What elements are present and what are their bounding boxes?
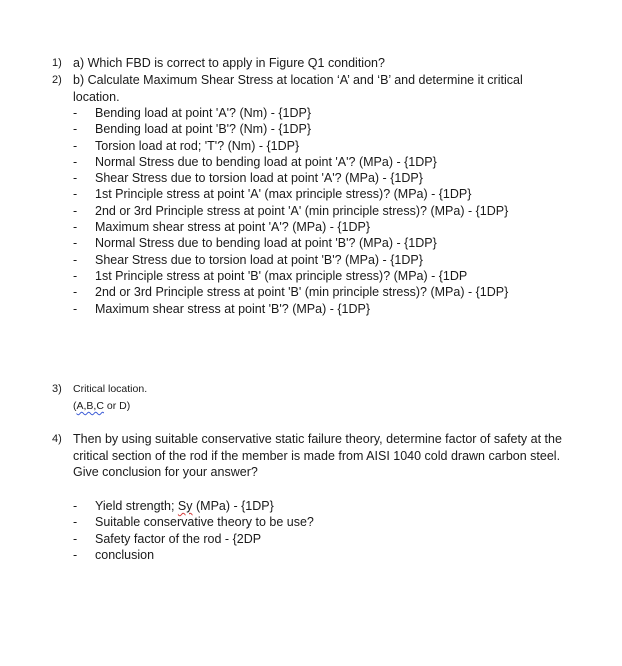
question-text: Critical location.: [73, 383, 148, 395]
list-item: - Suitable conservative theory to be use?: [73, 515, 314, 530]
question-number: 3): [52, 383, 62, 395]
dash-bullet: -: [73, 301, 78, 316]
list-item: - 2nd or 3rd Principle stress at point 'B' (min principle stress)? (MPa) - {1DP}: [73, 285, 509, 300]
list-item: - Normal Stress due to bending load at point 'A'? (MPa) - {1DP}: [73, 154, 437, 169]
question-2-subitems: [73, 105, 508, 317]
list-item: - Yield strength; Sy (MPa) - {1DP}: [73, 499, 274, 513]
list-item: - Shear Stress due to torsion load at point 'A'? (MPa) - {1DP}: [73, 171, 423, 186]
dash-bullet: -: [73, 499, 78, 513]
dash-bullet: -: [73, 268, 78, 283]
spellcheck-marked-text: A,B,C: [76, 400, 104, 412]
question-number: 2): [52, 74, 62, 86]
question-text: Then by using suitable conservative static failure theory, determine factor of safety at the critical section of the rod if the member is made from AISI 1040 cold drawn carbon steel. Give conclusion for your answer?: [73, 432, 562, 479]
dash-bullet: -: [73, 203, 78, 218]
question-text: a) Which FBD is correct to apply in Figure Q1 condition?: [73, 56, 385, 70]
list-item: - 2nd or 3rd Principle stress at point 'A' (min principle stress)? (MPa) - {1DP}: [73, 203, 509, 218]
question-4: [52, 431, 572, 481]
dash-bullet: -: [73, 531, 78, 546]
list-item: - Bending load at point 'A'? (Nm) - {1DP}: [73, 106, 312, 120]
question-2: [52, 72, 572, 105]
question-number: 1): [52, 57, 62, 69]
list-item: - 1st Principle stress at point 'B' (max principle stress)? (MPa) - {1DP: [73, 268, 468, 283]
dash-bullet: -: [73, 171, 78, 186]
dash-bullet: -: [73, 252, 78, 267]
dash-bullet: -: [73, 154, 78, 169]
dash-bullet: -: [73, 138, 78, 153]
list-item: - Normal Stress due to bending load at point 'B'? (MPa) - {1DP}: [73, 236, 437, 251]
list-item: - Maximum shear stress at point 'B'? (MPa) - {1DP}: [73, 301, 371, 316]
dash-bullet: -: [73, 547, 78, 562]
question-1: [52, 55, 572, 72]
spellcheck-marked-text: Sy: [177, 499, 193, 513]
question-number: 4): [52, 433, 62, 445]
question-3: [52, 381, 572, 415]
question-text: b) Calculate Maximum Shear Stress at location ‘A’ and ‘B’ and determine it critical location.: [73, 73, 523, 104]
list-item: - Bending load at point 'B'? (Nm) - {1DP}: [73, 122, 312, 137]
dash-bullet: -: [73, 285, 78, 300]
list-item: - Shear Stress due to torsion load at point 'B'? (MPa) - {1DP}: [73, 252, 423, 267]
dash-bullet: -: [73, 106, 78, 120]
dash-bullet: -: [73, 236, 78, 251]
dash-bullet: -: [73, 187, 78, 202]
dash-bullet: -: [73, 220, 78, 235]
list-item: - Torsion load at rod; 'T'? (Nm) - {1DP}: [73, 138, 300, 153]
list-item: - conclusion: [73, 547, 155, 562]
question-4-subitems: [73, 498, 314, 563]
question-3-options: (A,B,C or D): [73, 400, 131, 412]
dash-bullet: -: [73, 122, 78, 137]
list-item: - 1st Principle stress at point 'A' (max principle stress)? (MPa) - {1DP}: [73, 187, 472, 202]
dash-bullet: -: [73, 515, 78, 530]
list-item: - Maximum shear stress at point 'A'? (MPa) - {1DP}: [73, 220, 371, 235]
list-item: - Safety factor of the rod - {2DP: [73, 531, 262, 546]
